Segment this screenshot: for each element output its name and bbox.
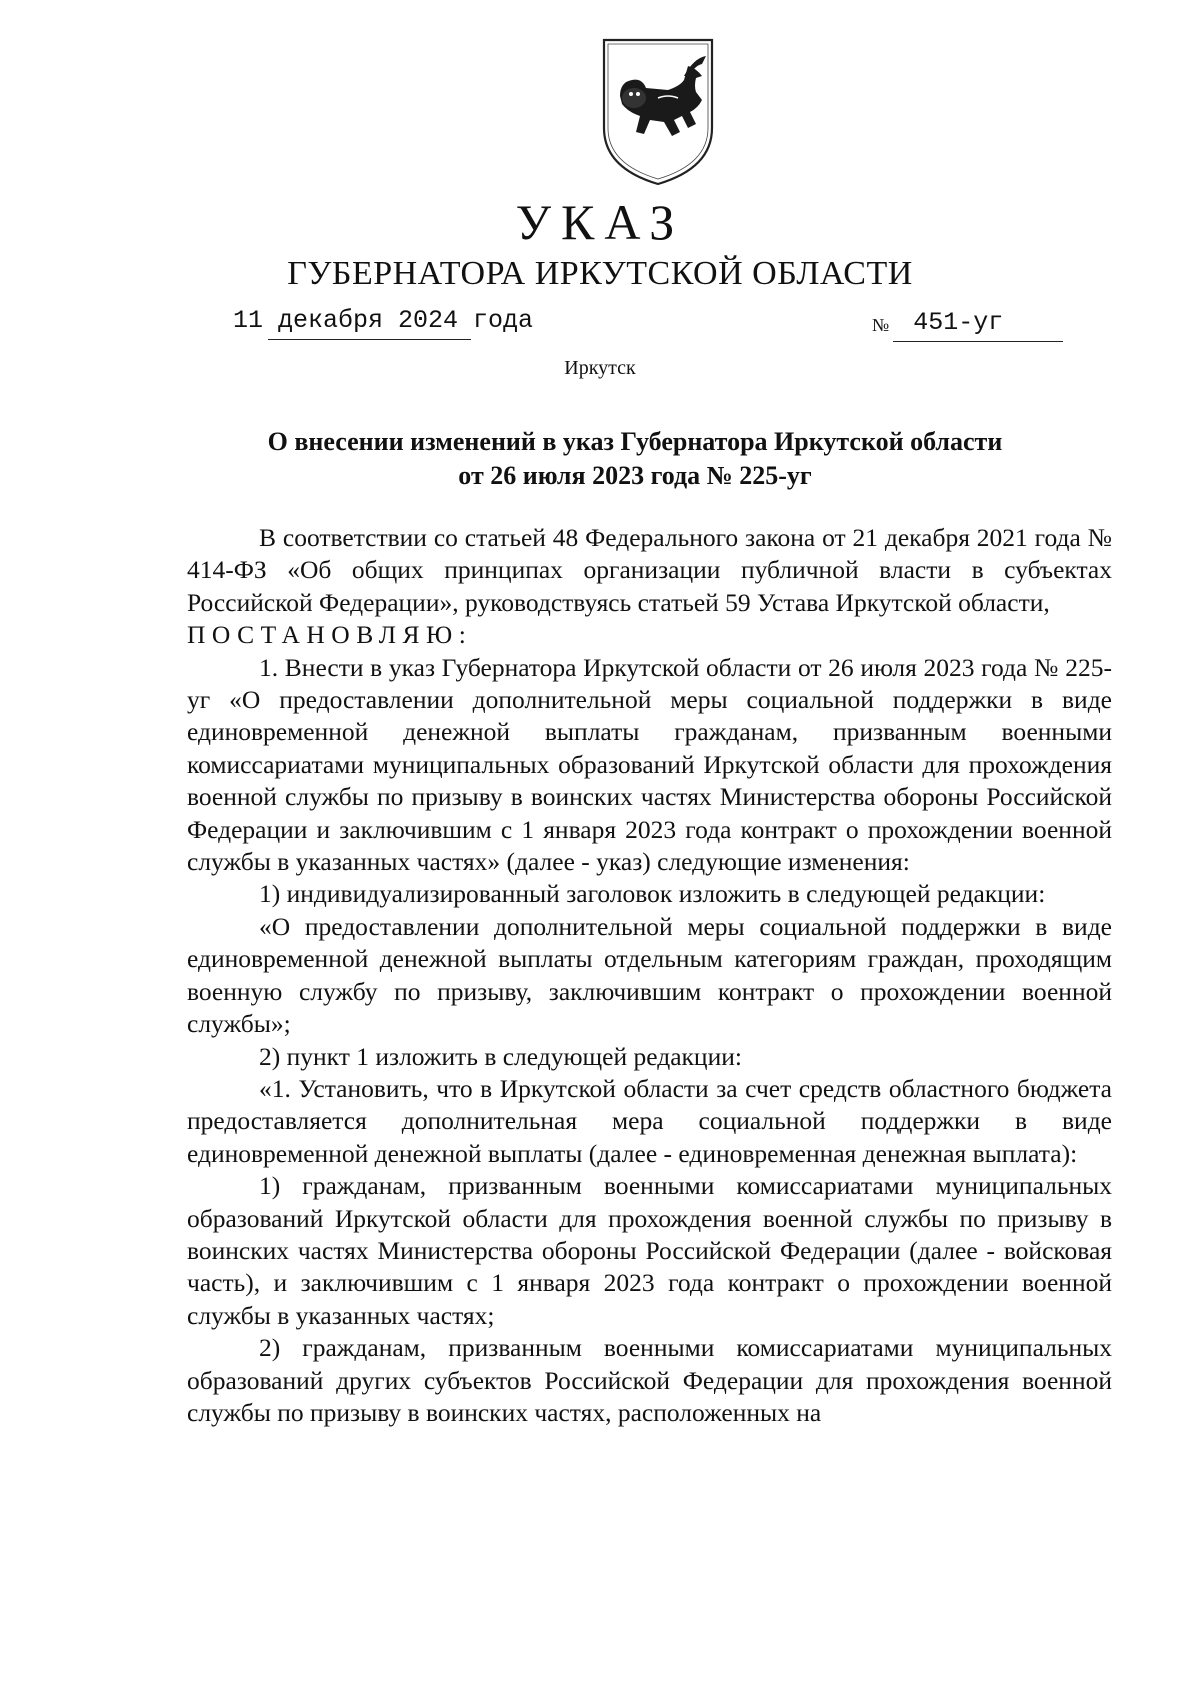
paragraph-7: 2) гражданам, призванным военными комиссариатами муниципальных образований других субъектов Российской Федерации для прохождения военной службы по призыву в воинских частях, расположенных на	[187, 1333, 1112, 1427]
decree-title	[200, 425, 1070, 493]
decree-title-line-1: О внесении изменений в указ Губернатора Иркутской области	[267, 427, 1003, 456]
paragraph-2: 1) индивидуализированный заголовок изложить в следующей редакции:	[259, 879, 1046, 909]
decree-number-line	[872, 306, 1003, 342]
coat-of-arms-emblem	[598, 36, 718, 188]
decree-number: 451-уг	[913, 308, 1004, 337]
number-underline	[893, 341, 1063, 342]
issuer-title: ГУБЕРНАТОРА ИРКУТСКОЙ ОБЛАСТИ	[287, 255, 913, 292]
paragraph-3: «О предоставлении дополнительной меры социальной поддержки в виде единовременной денежной выплаты отдельным категориям граждан, проходящим военную службу по призыву, заключившим контракт о прохождении военной службы»;	[187, 911, 1112, 1039]
document-type-title: УКАЗ	[515, 194, 685, 250]
date-underline	[268, 339, 471, 340]
number-sign: №	[872, 315, 890, 335]
city-name: Иркутск	[564, 357, 636, 379]
decree-title-line-2: от 26 июля 2023 года № 225-уг	[458, 461, 812, 490]
paragraph-5: «1. Установить, что в Иркутской области за счет средств областного бюджета предоставляется дополнительная мера социальной поддержки в виде единовременной денежной выплаты (далее - единовременная денежная выплата):	[187, 1073, 1112, 1168]
decree-date: 11 декабря 2024 года	[233, 306, 534, 335]
paragraph-4: 2) пункт 1 изложить в следующей редакции:	[259, 1041, 742, 1071]
decree-body	[187, 522, 1112, 1429]
preamble-paragraph: В соответствии со статьей 48 Федерального закона от 21 декабря 2021 года № 414-ФЗ «Об общих принципах организации публичной власти в субъектах Российской Федерации», руководствуясь статьей 59 Устава Иркутской области,	[187, 523, 1112, 617]
paragraph-1: 1. Внести в указ Губернатора Иркутской области от 26 июля 2023 года № 225-уг «О предоставлении дополнительной меры социальной поддержки в виде единовременной денежной выплаты гражданам, призванным военными комиссариатами муниципальных образований Иркутской области для прохождения военной службы по призыву в воинских частях Министерства обороны Российской Федерации и заключившим с 1 января 2023 года контракт о прохождении военной службы в указанных частях» (далее - указ) следующие изменения:	[187, 652, 1112, 877]
paragraph-6: 1) гражданам, призванным военными комиссариатами муниципальных образований Иркутской области для прохождения военной службы по призыву в воинских частях Министерства обороны Российской Федерации (далее - войсковая часть), и заключившим с 1 января 2023 года контракт о прохождении военной службы в указанных частях;	[187, 1171, 1112, 1330]
decree-word: ПОСТАНОВЛЯЮ:	[187, 620, 473, 650]
